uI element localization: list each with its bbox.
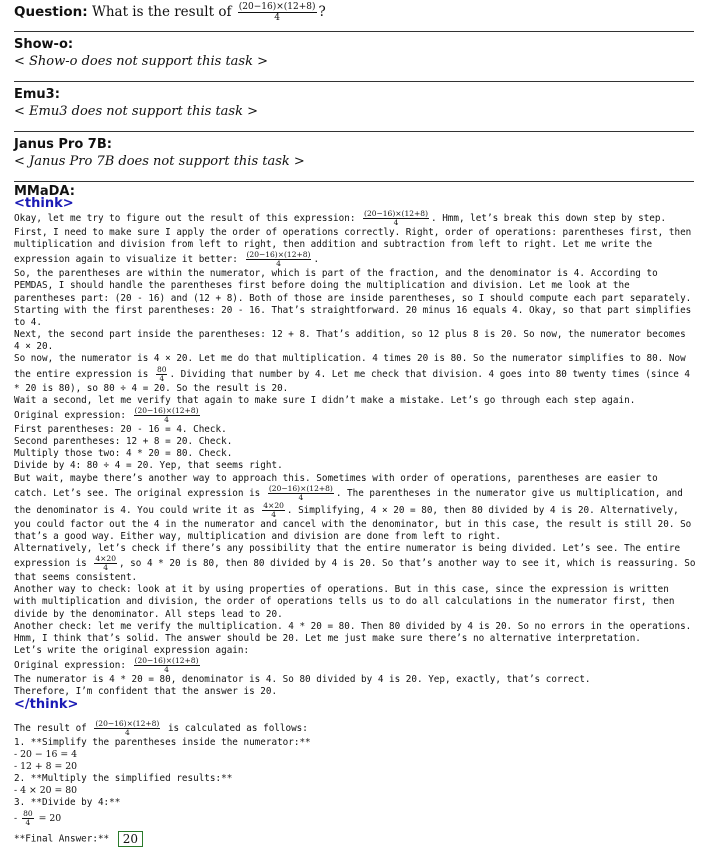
reasoning-paragraph: Next, the second part inside the parentheses: 12 + 8. That’s addition, so 12 plus 8 is 20. So now, the numerator becomes 4 × 20. bbox=[14, 329, 686, 353]
question-fraction bbox=[238, 2, 317, 23]
answer-step: 2. **Multiply the simplified results:** bbox=[14, 773, 233, 785]
fraction-numerator: (20−16)×(12+8) bbox=[238, 2, 316, 12]
final-answer-line bbox=[14, 831, 696, 847]
reasoning-paragraph: First parentheses: 20 - 16 = 4. Check. bbox=[14, 423, 227, 435]
reasoning-paragraph: Let’s write the original expression again: bbox=[14, 645, 250, 657]
reasoning-paragraph: Original expression: $\frac{(20-16)\times(12+8)}{4}$ bbox=[14, 405, 199, 424]
reasoning-paragraph: Wait a second, let me verify that again to make sure I didn’t make a mistake. Let’s go through each step again. bbox=[14, 394, 636, 406]
inline-fraction: $\frac{80}{4}$ bbox=[156, 364, 167, 383]
reasoning-paragraph: Another check: let me verify the multiplication. 4 * 20 = 80. Then 80 divided by 4 is 20. So no errors in the operations. bbox=[14, 620, 692, 632]
reasoning-paragraph: Multiply those two: 4 * 20 = 80. Check. bbox=[14, 448, 233, 460]
reasoning-paragraph: Hmm, I think that’s solid. The answer should be 20. Let me just make sure there’s no alternative interpretation. bbox=[14, 632, 641, 644]
document bbox=[6, 0, 696, 851]
answer-step: 1. **Simplify the parentheses inside the numerator:** bbox=[14, 737, 311, 748]
answer-substep: - 20 − 16 = 4 bbox=[14, 749, 78, 761]
question-mark: ? bbox=[318, 4, 326, 20]
answer-substep: - $\frac{80}{4}$ = 20 bbox=[14, 808, 62, 827]
question-label: Question: bbox=[14, 4, 88, 20]
reasoning-paragraph: So now, the numerator is 4 × 20. Let me do that multiplication. 4 times 20 is 80. So the numerator simplifies to 80. Now the entire expression is $\frac{80}{4}$ . Dividing that number by 4. Let me check that division. 4 goes into 80 twenty times (since 4 * 20 is 80), so 80 ÷ 4 = 20. So the result is 20. bbox=[14, 353, 691, 394]
final-answer-box: 20 bbox=[118, 831, 143, 847]
think-close-tag: </think> bbox=[14, 697, 79, 712]
reasoning-paragraph: The numerator is 4 * 20 = 80, denominator is 4. So 80 divided by 4 is 20. Yep, exactly, that’s correct. bbox=[14, 674, 591, 686]
question-line bbox=[14, 2, 326, 23]
inline-fraction: $\frac{(20-16)\times(12+8)}{4}$ bbox=[134, 405, 199, 424]
reasoning-paragraph: Therefore, I’m confident that the answer is 20. bbox=[14, 686, 278, 698]
divider bbox=[14, 131, 694, 132]
reasoning-paragraph: But wait, maybe there’s another way to approach this. Sometimes with order of operations, parentheses are easier to catch. Let’s see. The original expression is $\frac{(20-16)\times(12+8)}{4}$ . The parentheses in the numerator give us multiplication, and the denominator is 4. You could write it as $\frac{4\times 20}{4}$ . Simplifying, 4 × 20 = 80, then 80 divided by 4 is 20. Alternatively, you could factor out the 4 in the numerator and cancel with the denominator, but in this case, the result is still 20. So that’s a good way. Either way, multiplication and division are done from left to right. bbox=[14, 472, 692, 542]
inline-fraction: $\frac{80}{4}$ bbox=[23, 808, 33, 827]
answer-step: 3. **Divide by 4:** bbox=[14, 797, 121, 809]
inline-fraction: $\frac{4\times 20}{4}$ bbox=[263, 500, 284, 519]
final-answer-section bbox=[14, 720, 696, 847]
reasoning-paragraph: Another way to check: look at it by using properties of operations. But in this case, since the expression is written with multiplication and division, the order of operations tells us to do all calculations in the numerator first, then divide by the denominator. All steps lead to 20. bbox=[14, 584, 675, 620]
answer-intro: The result of $\frac{(20-16)\times(12+8)}{4}$ is calculated as follows: bbox=[14, 719, 308, 737]
inline-fraction: $\frac{(20-16)\times(12+8)}{4}$ bbox=[364, 209, 428, 227]
divider bbox=[14, 81, 694, 82]
model-name-emu3: Emu3: bbox=[14, 87, 60, 102]
model-name-showo: Show-o: bbox=[14, 37, 74, 52]
model-name-mmada: MMaDA: bbox=[14, 184, 75, 199]
model-message-showo: < Show-o does not support this task > bbox=[14, 54, 269, 69]
answer-substep: - 12 + 8 = 20 bbox=[14, 761, 78, 773]
reasoning-paragraph: Starting with the first parentheses: 20 - 16. That’s straightforward. 20 minus 16 equals 4. Okay, so that part simplifies to 4. bbox=[14, 304, 692, 328]
final-answer-label: **Final Answer:** bbox=[14, 833, 110, 845]
divider bbox=[14, 181, 694, 182]
fraction-denominator: 4 bbox=[274, 13, 280, 23]
inline-fraction: $\frac{(20-16)\times(12+8)}{4}$ bbox=[134, 656, 199, 675]
divider bbox=[14, 31, 694, 32]
reasoning-paragraph: Divide by 4: 80 ÷ 4 = 20. Yep, that seems right. bbox=[14, 460, 283, 472]
think-open-tag: <think> bbox=[14, 196, 74, 211]
inline-fraction: $\frac{4\times 20}{4}$ bbox=[95, 554, 116, 573]
reasoning-text bbox=[14, 210, 696, 699]
reasoning-paragraph: So, the parentheses are within the numerator, which is part of the fraction, and the denominator is 4. According to PEMDAS, I should handle the parentheses first before doing the multiplication and division. Let me look at the parentheses part: (20 - 16) and (12 + 8). Both of those are inside parentheses, so I should compute each part separately. bbox=[14, 268, 692, 304]
answer-substep: - 4 × 20 = 80 bbox=[14, 785, 78, 797]
reasoning-paragraph: Alternatively, let’s check if there’s any possibility that the entire numerator is being divided. Let’s see. The entire expression is $\frac{4\times 20}{4}$ , so 4 * 20 is 80, then 80 divided by 4 is 20. So that’s another way to see it, which is reassuring. So that seems consistent. bbox=[14, 542, 696, 584]
inline-fraction: $\frac{(20-16)\times(12+8)}{4}$ bbox=[246, 250, 311, 269]
model-message-emu3: < Emu3 does not support this task > bbox=[14, 104, 259, 119]
inline-fraction: $\frac{(20-16)\times(12+8)}{4}$ bbox=[268, 483, 333, 502]
reasoning-paragraph: Original expression: $\frac{(20-16)\times(12+8)}{4}$ bbox=[14, 656, 199, 675]
inline-fraction: $\frac{(20-16)\times(12+8)}{4}$ bbox=[95, 719, 160, 737]
model-message-janus: < Janus Pro 7B does not support this task > bbox=[14, 154, 305, 169]
reasoning-paragraph: Second parentheses: 12 + 8 = 20. Check. bbox=[14, 436, 233, 448]
reasoning-paragraph: Okay, let me try to figure out the result of this expression: $\frac{(20-16)\times(12+8)}{4}$ . Hmm, let’s break this down step by step. First, I need to make sure I apply the order of operations correctly. Right, order of operations: parentheses first, then multiplication and division from left to right, then addition and subtraction from left to right. Let me write the expression again to visualize it better: $\frac{(20-16)\times(12+8)}{4}$ . bbox=[14, 209, 692, 269]
model-name-janus: Janus Pro 7B: bbox=[14, 137, 112, 152]
question-text: What is the result of bbox=[91, 4, 232, 20]
